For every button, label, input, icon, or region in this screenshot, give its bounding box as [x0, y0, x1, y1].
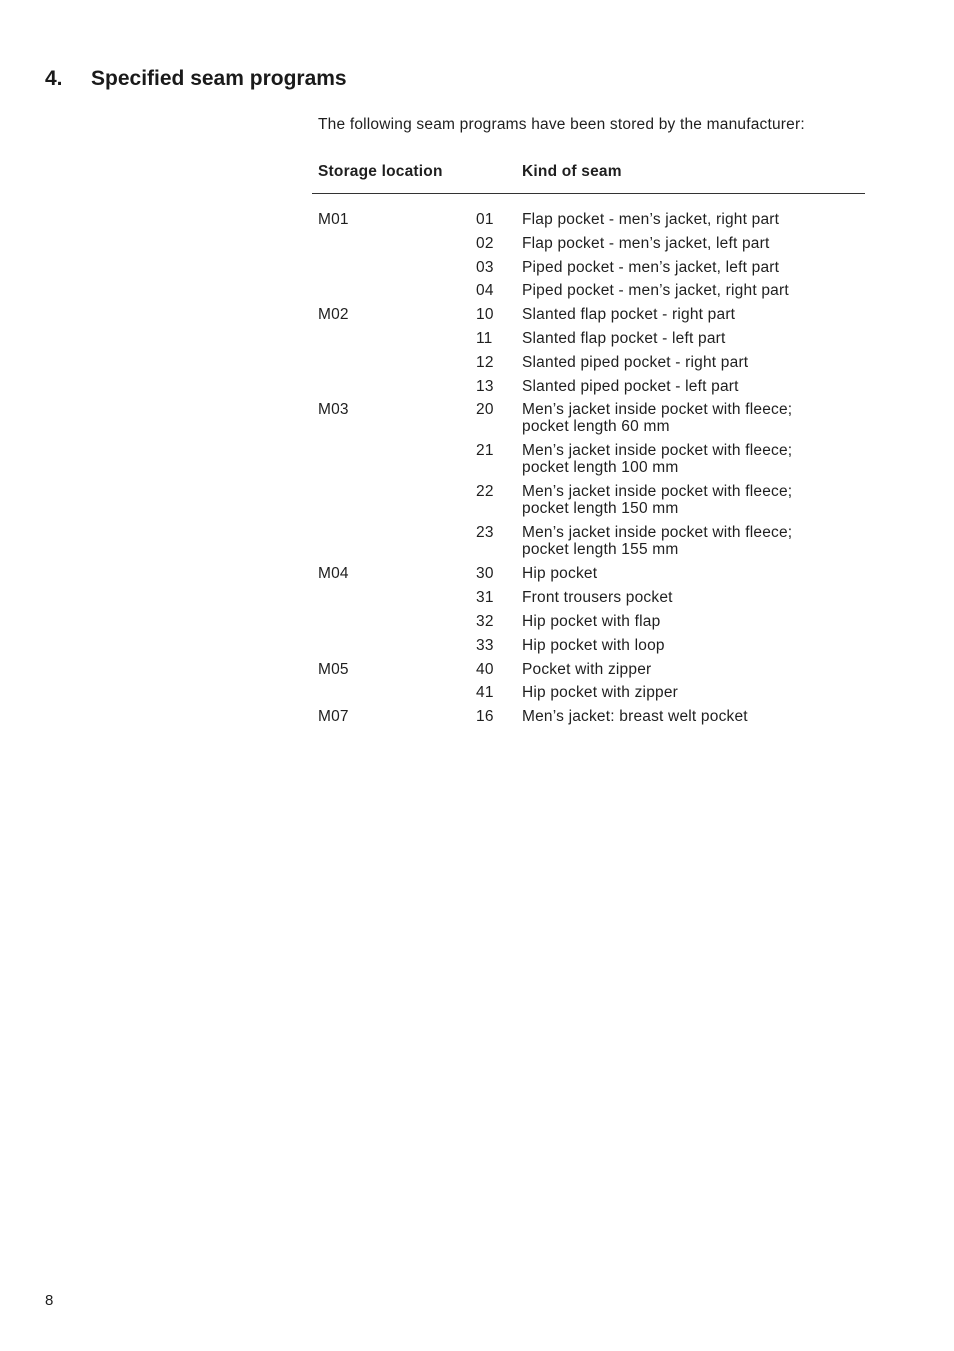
program-number: 33 [476, 636, 494, 654]
table-row [0, 259, 954, 283]
table-row [0, 378, 954, 402]
seam-description: Hip pocket with flap [522, 612, 661, 630]
seam-description [522, 442, 842, 476]
storage-location: M04 [318, 565, 349, 583]
table-row [0, 684, 954, 708]
seam-description-line-1: Men’s jacket inside pocket with fleece; [522, 442, 793, 460]
table-row [0, 282, 954, 306]
program-number: 12 [476, 353, 494, 371]
program-number: 13 [476, 377, 494, 395]
table-row [0, 708, 954, 732]
seam-description: Slanted flap pocket - left part [522, 329, 726, 347]
seam-description [522, 401, 842, 435]
section-number: 4. [45, 67, 63, 90]
storage-location: M01 [318, 211, 349, 228]
program-number: 23 [476, 524, 494, 542]
program-number: 11 [476, 329, 493, 347]
table-row [0, 661, 954, 685]
seam-description: Hip pocket with loop [522, 636, 665, 654]
header-divider [312, 193, 865, 194]
storage-location: M07 [318, 708, 349, 726]
seam-description [522, 524, 842, 558]
seam-description: Front trousers pocket [522, 589, 673, 607]
table-row [0, 565, 954, 589]
seam-description: Piped pocket - men’s jacket, right part [522, 282, 789, 300]
table-row [0, 330, 954, 354]
column-header-kind-of-seam: Kind of seam [522, 163, 622, 180]
section-title: Specified seam programs [91, 67, 347, 90]
seam-description-line-2: pocket length 100 mm [522, 459, 679, 477]
program-number: 22 [476, 483, 494, 501]
seam-description-line-1: Men’s jacket inside pocket with fleece; [522, 483, 793, 501]
program-number: 41 [476, 684, 494, 702]
seam-description-line-1: Men’s jacket inside pocket with fleece; [522, 524, 793, 542]
table-row [0, 483, 954, 524]
storage-location: M03 [318, 401, 349, 419]
intro-text: The following seam programs have been stored by the manufacturer: [318, 116, 805, 133]
seam-description: Pocket with zipper [522, 660, 652, 678]
seam-description-line-1: Men’s jacket inside pocket with fleece; [522, 401, 793, 419]
seam-description: Men’s jacket: breast welt pocket [522, 708, 748, 726]
storage-location: M05 [318, 660, 349, 678]
table-row [0, 401, 954, 442]
table-row [0, 524, 954, 565]
seam-description-line-2: pocket length 60 mm [522, 418, 670, 436]
page-number: 8 [45, 1292, 54, 1309]
seam-description-line-2: pocket length 155 mm [522, 541, 679, 559]
column-header-storage-location: Storage location [318, 163, 443, 180]
program-number: 21 [476, 442, 494, 460]
table-row [0, 589, 954, 613]
table-row [0, 235, 954, 259]
table-row [0, 211, 954, 235]
program-number: 32 [476, 612, 494, 630]
program-number: 20 [476, 401, 494, 419]
program-number: 04 [476, 282, 494, 300]
program-number: 01 [476, 211, 494, 228]
program-number: 10 [476, 306, 494, 324]
table-row [0, 442, 954, 483]
storage-location: M02 [318, 306, 349, 324]
seam-description: Flap pocket - men’s jacket, right part [522, 211, 780, 228]
program-number: 16 [476, 708, 494, 726]
seam-description-line-2: pocket length 150 mm [522, 500, 679, 518]
table-row [0, 354, 954, 378]
seam-description: Hip pocket [522, 565, 598, 583]
seam-description: Piped pocket - men’s jacket, left part [522, 258, 780, 276]
table-row [0, 637, 954, 661]
seam-description: Slanted piped pocket - left part [522, 377, 739, 395]
seam-description: Flap pocket - men’s jacket, left part [522, 234, 770, 252]
seam-description [522, 483, 842, 517]
program-number: 31 [476, 589, 494, 607]
program-number: 30 [476, 565, 494, 583]
table-row [0, 306, 954, 330]
seam-program-table [0, 211, 954, 732]
program-number: 03 [476, 258, 494, 276]
seam-description: Hip pocket with zipper [522, 684, 679, 702]
table-row [0, 613, 954, 637]
seam-description: Slanted piped pocket - right part [522, 353, 749, 371]
program-number: 02 [476, 234, 494, 252]
seam-description: Slanted flap pocket - right part [522, 306, 736, 324]
program-number: 40 [476, 660, 494, 678]
